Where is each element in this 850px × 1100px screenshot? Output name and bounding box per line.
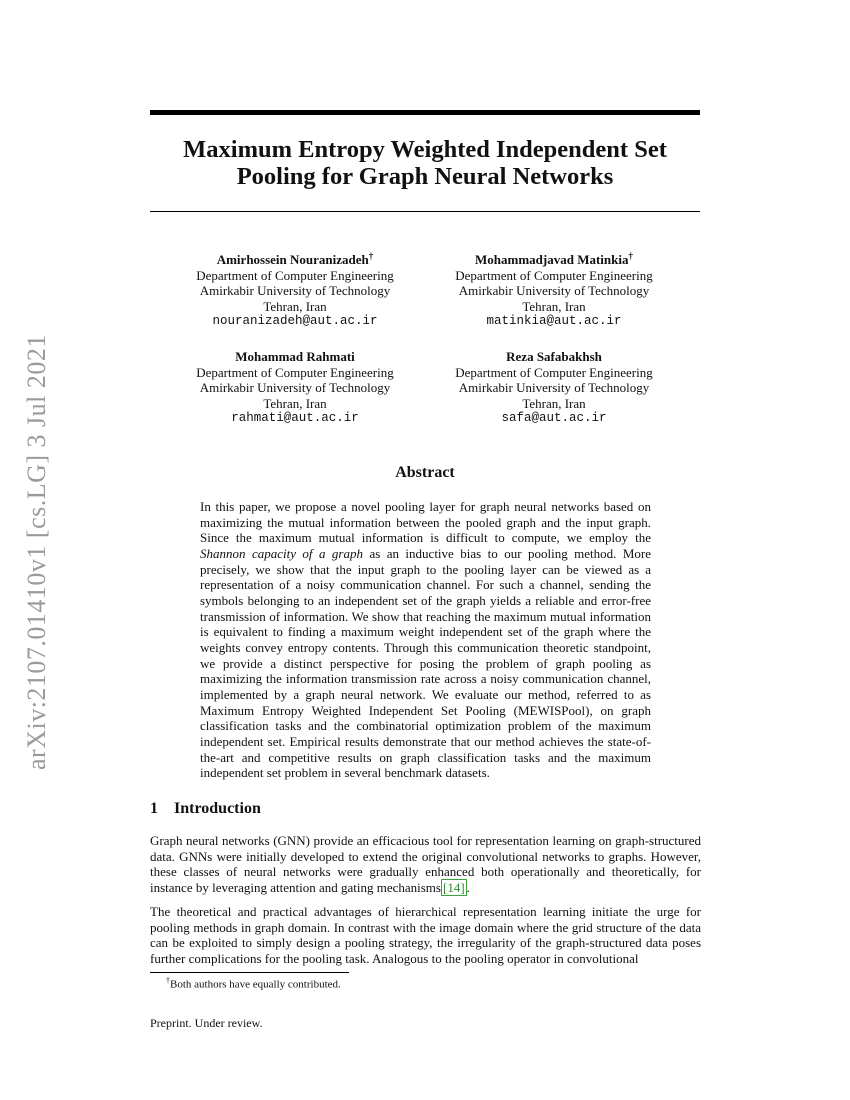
author-block [419, 349, 689, 427]
paper-title [150, 136, 700, 190]
author-dept: Department of Computer Engineering [455, 364, 653, 380]
intro-paragraph: The theoretical and practical advantages of hierarchical representation learning initiate the urge for pooling methods in graph domain. In contrast with the image domain where the grid structure of the data can be exploited to simply design a pooling strategy, the irregularity of the graph-structured data poses further complications for the pooling task. Analogous to the pooling operator in convolutional [150, 904, 701, 967]
arxiv-side-stamp: arXiv:2107.01410v1 [cs.LG] 3 Jul 2021 [22, 334, 51, 770]
author-city: Tehran, Iran [522, 395, 586, 411]
author-email[interactable]: matinkia@aut.ac.ir [486, 314, 622, 328]
abstract-heading: Abstract [395, 464, 455, 481]
preprint-notice: Preprint. Under review. [150, 1016, 263, 1030]
author-email[interactable]: safa@aut.ac.ir [501, 411, 607, 425]
author-dept: Department of Computer Engineering [196, 364, 394, 380]
author-block [419, 249, 689, 330]
author-email[interactable]: rahmati@aut.ac.ir [231, 411, 359, 425]
author-name: Reza Safabakhsh [506, 349, 602, 364]
title-top-rule [150, 110, 700, 115]
author-block [160, 249, 430, 330]
author-city: Tehran, Iran [263, 298, 327, 314]
author-univ: Amirkabir University of Technology [199, 283, 391, 298]
author-email[interactable]: nouranizadeh@aut.ac.ir [212, 314, 378, 328]
author-dept: Department of Computer Engineering [196, 267, 394, 283]
abstract-text: In this paper, we propose a novel pooling layer for graph neural networks based on maximizing the mutual information between the pooled graph and the input graph. Since the maximum mutual information is difficult to compute, we employ the Shannon capacity of a graph as an inductive bias to our pooling method. More precisely, we show that the input graph to the pooling layer can be viewed as a representation of a noisy communication channel. For such a channel, sending the symbols belonging to an independent set of the graph yields a reliable and error-free transmission of information. We show that reaching the maximum mutual information is equivalent to finding a maximum weight independent set of the graph where the weights convey entropy contents. Through this communication theoretic standpoint, we provide a distinct perspective for posing the problem of graph pooling as maximizing the information transmission rate across a noisy communication channel, implemented by a graph neural network. We evaluate our method, referred to as Maximum Entropy Weighted Independent Set Pooling (MEWISPool), on graph classification tasks and the combinatorial optimization problem of the maximum independent set. Empirical results demonstrate that our method achieves the state-of-the-art and competitive results on graph classification tasks and the maximum independent set problem in several benchmark datasets. [200, 499, 651, 781]
footnote: †Both authors have equally contributed. [166, 976, 341, 991]
title-line-2: Pooling for Graph Neural Networks [236, 163, 614, 190]
author-univ: Amirkabir University of Technology [458, 380, 650, 395]
author-dept: Department of Computer Engineering [455, 267, 653, 283]
author-univ: Amirkabir University of Technology [458, 283, 650, 298]
author-name: Mohammadjavad Matinkia† [475, 251, 633, 267]
author-city: Tehran, Iran [263, 395, 327, 411]
author-block [160, 349, 430, 427]
author-name: Amirhossein Nouranizadeh† [216, 251, 374, 267]
title-bottom-rule [150, 211, 700, 212]
citation-link[interactable]: [14] [442, 880, 465, 896]
title-line-1: Maximum Entropy Weighted Independent Set [183, 136, 667, 163]
section-heading-introduction: 1 Introduction [150, 800, 261, 817]
author-univ: Amirkabir University of Technology [199, 380, 391, 395]
intro-paragraph: Graph neural networks (GNN) provide an efficacious tool for representation learning on graph-structured data. GNNs were initially developed to extend the original convolutional networks to graphs. However, these classes of neural networks were gradually enhanced both operationally and theoretically, for instance by leveraging attention and gating mechanisms [14] . [150, 833, 701, 896]
author-name: Mohammad Rahmati [235, 349, 355, 364]
author-city: Tehran, Iran [522, 298, 586, 314]
footnote-rule [150, 972, 349, 973]
